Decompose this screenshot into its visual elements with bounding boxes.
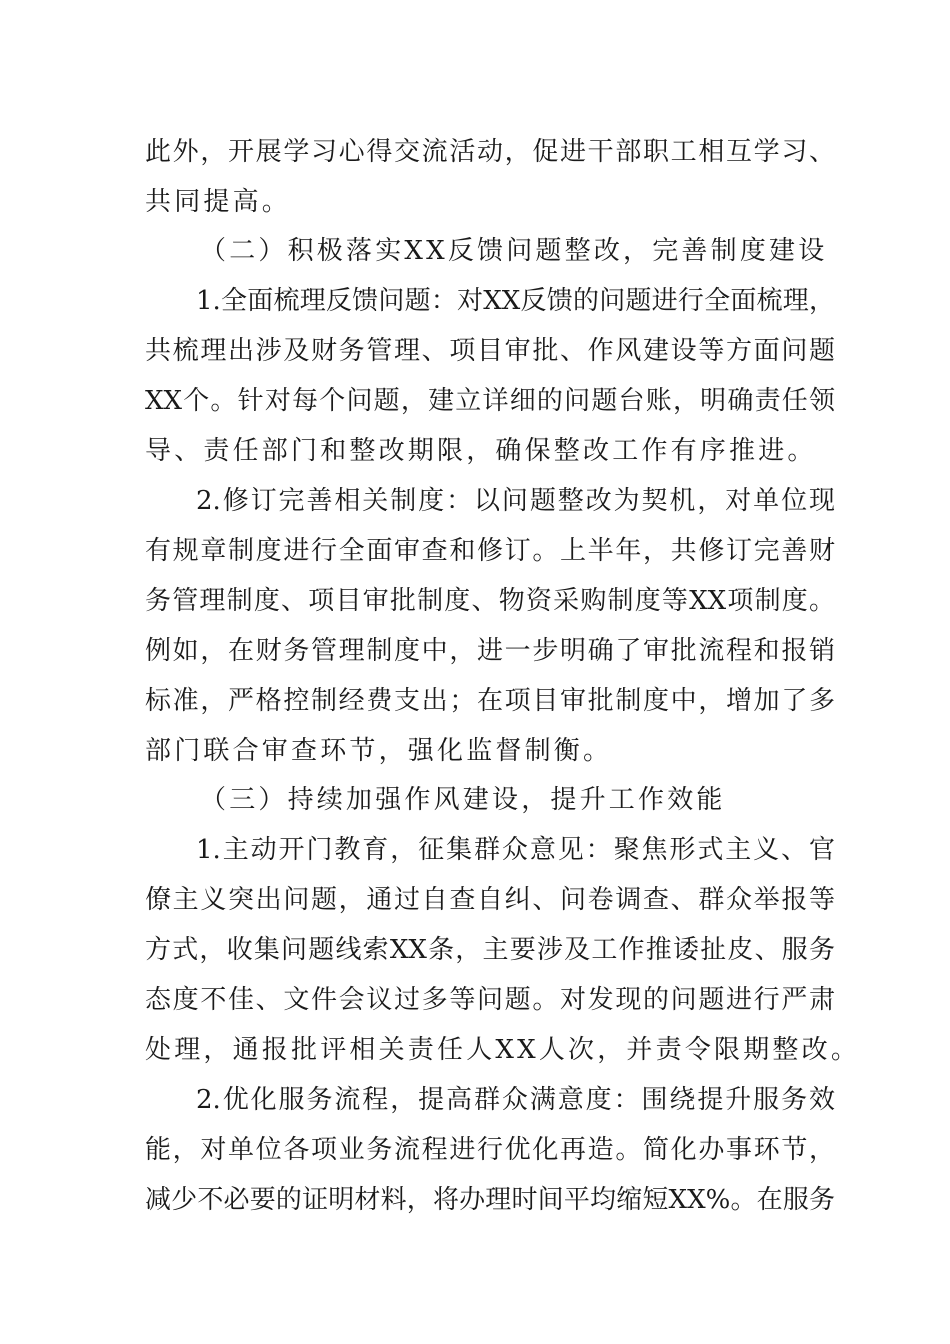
text-line: 能，对单位各项业务流程进行优化再造。简化办事环节， bbox=[145, 1135, 835, 1165]
text-line: XX个。针对每个问题，建立详细的问题台账，明确责任领 bbox=[145, 386, 835, 416]
section-heading: （三）持续加强作风建设，提升工作效能 bbox=[200, 785, 726, 815]
text-line: 有规章制度进行全面审查和修订。上半年，共修订完善财 bbox=[145, 536, 835, 566]
text-line: 态度不佳、文件会议过多等问题。对发现的问题进行严肃 bbox=[145, 985, 835, 1015]
section-heading: （二）积极落实XX反馈问题整改，完善制度建设 bbox=[200, 236, 828, 266]
text-line: 部门联合审查环节，强化监督制衡。 bbox=[145, 736, 613, 766]
text-line: 1.全面梳理反馈问题：对XX反馈的问题进行全面梳理， bbox=[196, 286, 835, 316]
text-line: 僚主义突出问题，通过自查自纠、问卷调查、群众举报等 bbox=[145, 885, 835, 915]
text-line: 共同提高。 bbox=[145, 187, 292, 217]
text-line: 2.优化服务流程，提高群众满意度：围绕提升服务效 bbox=[196, 1085, 835, 1115]
text-line: 此外，开展学习心得交流活动，促进干部职工相互学习、 bbox=[145, 137, 835, 167]
text-line: 方式，收集问题线索XX条，主要涉及工作推诿扯皮、服务 bbox=[145, 935, 835, 965]
text-line: 标准，严格控制经费支出；在项目审批制度中，增加了多 bbox=[145, 686, 835, 716]
text-line: 1.主动开门教育，征集群众意见：聚焦形式主义、官 bbox=[196, 835, 835, 865]
text-line: 处理，通报批评相关责任人XX人次，并责令限期整改。 bbox=[145, 1035, 861, 1065]
text-line: 务管理制度、项目审批制度、物资采购制度等XX项制度。 bbox=[145, 586, 835, 616]
text-line: 减少不必要的证明材料，将办理时间平均缩短XX%。在服务 bbox=[145, 1185, 835, 1215]
text-line: 导、责任部门和整改期限，确保整改工作有序推进。 bbox=[145, 436, 817, 466]
text-line: 2.修订完善相关制度：以问题整改为契机，对单位现 bbox=[196, 486, 835, 516]
text-line: 共梳理出涉及财务管理、项目审批、作风建设等方面问题 bbox=[145, 336, 835, 366]
text-line: 例如，在财务管理制度中，进一步明确了审批流程和报销 bbox=[145, 636, 835, 666]
